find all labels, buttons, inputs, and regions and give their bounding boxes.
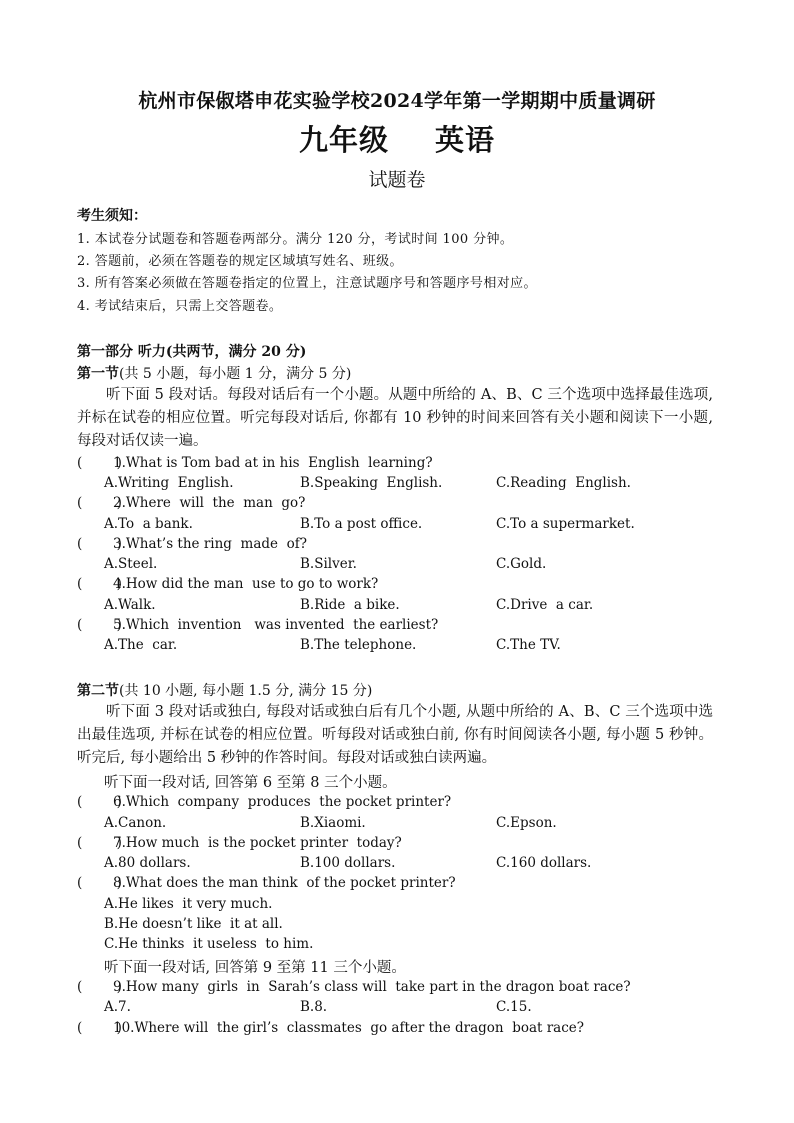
option-a: A.80 dollars. [104, 855, 191, 871]
notice-heading: 考生须知： [77, 208, 147, 224]
option-c: C.The TV. [496, 637, 561, 653]
answer-blank[interactable]: ( ) [77, 617, 122, 633]
option-a: A.7. [104, 999, 131, 1015]
section1-instructions: 听下面 5 段对话。每段对话后有一个小题。从题中所给的 A、B、C 三个选项中选择最佳选项, 并标在试卷的相应位置。听完每段对话后, 你都有 10 秒钟的时间来回答有关小题和阅读下一小题, 每段对话仅读一遍。 [77, 387, 713, 449]
question-8 [77, 875, 456, 891]
question-text: 5.Which invention was invented the earliest? [113, 617, 439, 633]
option-b: B.Xiaomi. [300, 815, 366, 831]
option-b: B.To a post office. [300, 516, 423, 532]
option-c: C.He thinks it useless to him. [104, 936, 314, 952]
option-b: B.100 dollars. [300, 855, 396, 871]
option-b: B.8. [300, 999, 328, 1015]
paper-type: 试题卷 [368, 169, 426, 191]
option-a: A.The car. [104, 637, 178, 653]
notice-item: 3. 所有答案必须做在答题卷指定的位置上，注意试题序号和答题序号相对应。 [77, 276, 537, 291]
answer-blank[interactable]: ( ) [77, 536, 122, 552]
option-c: C.160 dollars. [496, 855, 592, 871]
question-text: 2.Where will the man go? [113, 495, 306, 511]
question-text: 4.How did the man use to go to work? [113, 576, 379, 592]
grade-label: 九年级 [298, 123, 389, 157]
question-2 [77, 495, 305, 511]
option-c: C.Epson. [496, 815, 557, 831]
question-6 [77, 794, 451, 810]
answer-blank[interactable]: ( ) [77, 875, 122, 891]
grade-subject-title [0, 118, 794, 159]
notice-item: 4. 考试结束后，只需上交答题卷。 [77, 299, 283, 314]
option-b: B.The telephone. [300, 637, 417, 653]
question-text: 8.What does the man think of the pocket printer? [113, 875, 456, 891]
answer-blank[interactable]: ( ) [77, 1020, 122, 1036]
section2-info: (共 10 小题, 每小题 1.5 分, 满分 15 分) [119, 683, 373, 699]
question-3 [77, 536, 307, 552]
answer-blank[interactable]: ( ) [77, 576, 122, 592]
answer-blank[interactable]: ( ) [77, 835, 122, 851]
section1-heading [77, 363, 351, 383]
question-text: 7.How much is the pocket printer today? [113, 835, 402, 851]
section1-info: (共 5 小题，每小题 1 分，满分 5 分) [119, 366, 352, 382]
question-5 [77, 617, 438, 633]
question-4 [77, 576, 378, 592]
option-b: B.Silver. [300, 556, 357, 572]
answer-blank[interactable]: ( ) [77, 495, 122, 511]
question-10 [77, 1020, 584, 1036]
question-text: 9.How many girls in Sarah’s class will take part in the dragon boat race? [113, 979, 631, 995]
option-c: C.Gold. [496, 556, 547, 572]
question-text: 3.What’s the ring made of? [113, 536, 307, 552]
question-text: 10.Where will the girl’s classmates go after the dragon boat race? [113, 1020, 585, 1036]
option-a: A.Canon. [104, 815, 167, 831]
answer-blank[interactable]: ( ) [77, 455, 122, 471]
question-1 [77, 455, 433, 471]
option-c: C.Drive a car. [496, 597, 594, 613]
question-7 [77, 835, 402, 851]
question-text: 6.Which company produces the pocket printer? [113, 794, 452, 810]
question-text: 1.What is Tom bad at in his English learning? [113, 455, 433, 471]
option-b: B.He doesn’t like it at all. [104, 916, 283, 932]
section2-heading [77, 680, 372, 700]
option-b: B.Ride a bike. [300, 597, 400, 613]
question-9 [77, 979, 631, 995]
option-a: A.Walk. [104, 597, 156, 613]
section2-title: 第二节 [77, 683, 119, 699]
dialogue-lead-1: 听下面一段对话, 回答第 6 至第 8 三个小题。 [104, 775, 397, 791]
section1-title: 第一节 [77, 366, 119, 382]
dialogue-lead-2: 听下面一段对话, 回答第 9 至第 11 三个小题。 [104, 960, 406, 976]
school-title: 杭州市保俶塔申花实验学校2024学年第一学期期中质量调研 [138, 90, 656, 112]
option-a: A.Writing English. [104, 475, 234, 491]
answer-blank[interactable]: ( ) [77, 979, 122, 995]
section2-instructions: 听下面 3 段对话或独白, 每段对话或独白后有几个小题, 从题中所给的 A、B、C 三个选项中选出最佳选项, 并标在试卷的相应位置。听每段对话或独白前, 你有时间阅读各小题, 每小题 5 秒钟。听完后, 每小题给出 5 秒钟的作答时间。每段对话或独白读两遍。 [77, 704, 713, 766]
option-b: B.Speaking English. [300, 475, 443, 491]
option-a: A.To a bank. [104, 516, 193, 532]
option-a: A.Steel. [104, 556, 158, 572]
part1-title: 第一部分 听力(共两节，满分 20 分) [77, 344, 307, 360]
answer-blank[interactable]: ( ) [77, 794, 122, 810]
option-c: C.Reading English. [496, 475, 631, 491]
notice-item: 2. 答题前，必须在答题卷的规定区域填写姓名、班级。 [77, 254, 403, 269]
subject-label: 英语 [435, 123, 496, 157]
option-c: C.15. [496, 999, 532, 1015]
option-c: C.To a supermarket. [496, 516, 635, 532]
notice-item: 1. 本试卷分试题卷和答题卷两部分。满分 120 分，考试时间 100 分钟。 [77, 232, 514, 247]
option-a: A.He likes it very much. [104, 896, 273, 912]
